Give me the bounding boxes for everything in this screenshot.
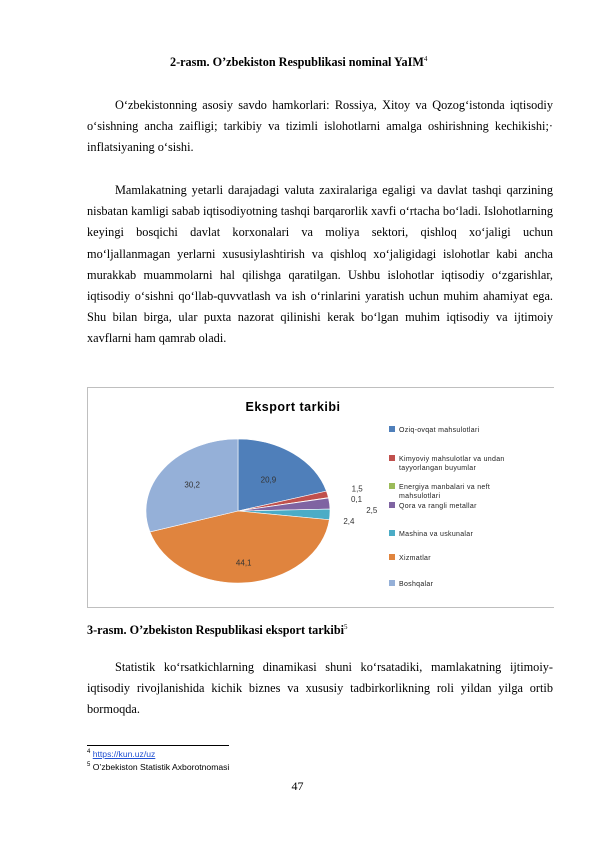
figure-caption-gdp: [170, 55, 427, 70]
footnote-ref[interactable]: 5: [343, 622, 348, 631]
legend-swatch-1: [389, 426, 395, 432]
legend-label-2: Kimyoviy mahsulotlar va undan tayyorlangan buyumlar: [399, 456, 505, 472]
legend-swatch-5: [389, 530, 395, 536]
chart-title: Eksport tarkibi: [245, 400, 341, 414]
legend-swatch-3: [389, 483, 395, 489]
pie-slice-label-6: 44,1: [235, 558, 252, 568]
legend-label-4: Qora va rangli metallar: [399, 503, 477, 510]
paragraph-small-business: Statistik ko‘rsatkichlarning dinamikasi shuni ko‘rsatadiki, mamlakatning ijtimoiy-iqtisodiy rivojlanishida kichik biznes va xususiy tadbirkorlikning roli yildan yilga ortib bormoqda.: [87, 660, 553, 717]
footnote-4: [87, 749, 155, 759]
legend-swatch-2: [389, 455, 395, 461]
footnote-ref[interactable]: 4: [423, 54, 428, 63]
footnote-number: 5: [87, 762, 91, 769]
caption-text: 3-rasm. O’zbekiston Respublikasi eksport tarkibi: [87, 623, 344, 637]
pie-slice-label-2: 1,5: [351, 484, 363, 494]
export-pie-chart: [87, 387, 554, 608]
footnote-text: O’zbekiston Statistik Axborotnomasi: [92, 762, 230, 772]
pie-slice-label-1: 20,9: [260, 475, 277, 485]
pie-slice-label-7: 30,2: [184, 480, 200, 490]
legend-label-1: Oziq-ovqat mahsulotlari: [399, 427, 480, 434]
legend-label-5: Mashina va uskunalar: [399, 531, 474, 538]
legend-swatch-4: [389, 502, 395, 508]
footnote-link[interactable]: https://kun.uz/uz: [92, 749, 156, 759]
legend-swatch-7: [389, 580, 395, 586]
pie-slice-label-5: 2,4: [343, 516, 355, 526]
legend-label-6: Xizmatlar: [399, 555, 431, 562]
caption-text: 2-rasm. O’zbekiston Respublikasi nominal YaIM: [170, 55, 424, 69]
footnote-number: 4: [87, 749, 91, 756]
figure-caption-export: [87, 623, 347, 638]
page-number: 47: [291, 779, 304, 793]
paragraph-trade-partners: O‘zbekistonning asosiy savdo hamkorlari: Rossiya, Xitoy va Qozog‘istonda iqtisodiy o‘sishning ancha zaifligi; tarkibiy va tizimli islohotlarni amalga oshirishning kechikishi;· inflatsiyaning o‘sishi.: [87, 98, 553, 155]
legend-label-7: Boshqalar: [399, 581, 434, 588]
pie-slice-label-4: 2,5: [366, 506, 378, 516]
legend-label-3: Energiya manbalari va neft mahsulotlari: [399, 484, 491, 500]
pie-slice-label-3: 0,1: [350, 495, 363, 505]
paragraph-reforms: Mamlakatning yetarli darajadagi valuta zaxiralariga egaligi va davlat tashqi qarzining nisbatan kamligi sabab iqtisodiyotning tashqi barqarorlik xavfi o‘rtacha bo‘ladi. Islohotlarning keyingi bosqichi davlat korxonalari va moliya sektori, qishloq xo‘jaligi uchun mo‘ljallanmagan yerlarni xususiylashtirish va qishloq xo‘jaligidagi islohotlar kabi ancha murakkab muammolarni hal qilishga qaratilgan. Ushbu islohotlar iqtisodiy o‘zgarishlar, iqtisodiy o‘sishni qo‘llab-quvvatlash va ish o‘rinlarini yaratish uchun muhim ahamiyat ega. Shu bilan birga, ular puxta nazorat qilinishi kerak bo‘lgan muhim iqtisodiy va ijtimoiy xavflarni ham qamrab oladi.: [87, 183, 553, 346]
footnote-divider: [87, 745, 229, 746]
pie-chart-svg: [88, 388, 554, 607]
legend-swatch-6: [389, 554, 395, 560]
footnote-5: [87, 762, 229, 772]
